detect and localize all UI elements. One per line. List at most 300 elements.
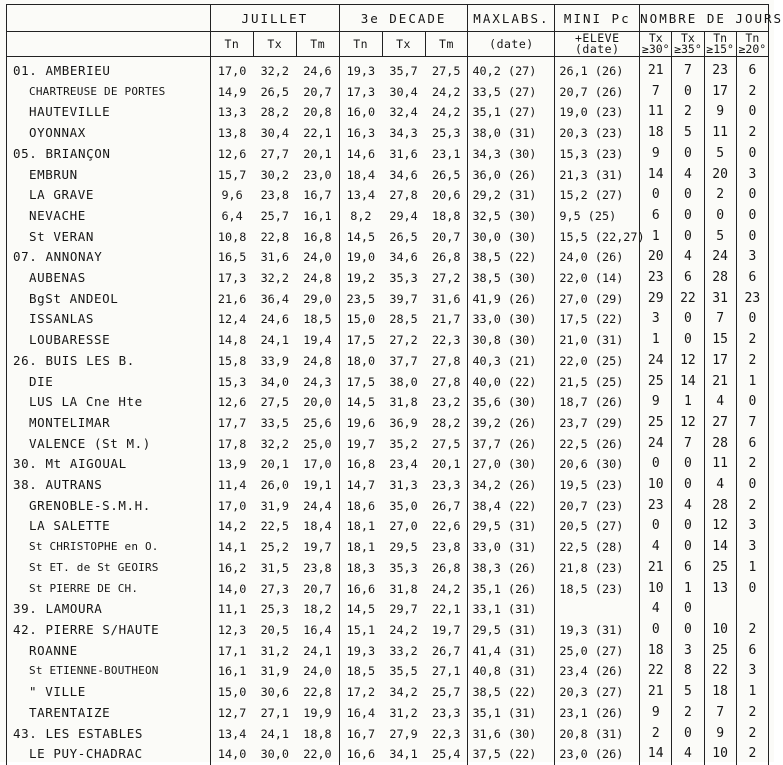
station-subheader <box>7 32 211 57</box>
juillet-header: JUILLET <box>210 5 339 32</box>
tn20-count-cell: 0 <box>736 309 768 330</box>
decade-tn-cell: 16,7 <box>339 724 382 745</box>
table-row <box>7 57 769 82</box>
tx30-count-cell: 21 <box>640 682 672 703</box>
juillet-tm-cell: 22,8 <box>296 682 339 703</box>
juillet-tm-cell: 24,6 <box>296 57 339 82</box>
tx35-count-cell: 6 <box>672 268 704 289</box>
tn20-count-cell: 0 <box>736 475 768 496</box>
tn15-count-cell: 2 <box>704 185 736 206</box>
juillet-tn-cell: 17,0 <box>210 496 253 517</box>
tn15-count-cell: 10 <box>704 620 736 641</box>
decade-tn-cell: 19,3 <box>339 57 382 82</box>
decade-tx-cell: 31,8 <box>389 395 418 410</box>
tx30-count-cell: 18 <box>640 641 672 662</box>
table-row <box>7 82 769 103</box>
juillet-tn-cell: 14,1 <box>210 537 253 558</box>
tn20-count-cell: 1 <box>736 682 768 703</box>
mini-cell: 20,3 (27) <box>555 682 640 703</box>
decade-tx-cell: 34,6 <box>389 167 418 182</box>
juillet-tx-cell: 34,0 <box>260 374 289 389</box>
tn20-count-cell: 23 <box>736 289 768 310</box>
decade-tn-cell: 16,3 <box>339 123 382 144</box>
tx30-count-cell: 9 <box>640 392 672 413</box>
decade-tx-cell: 28,5 <box>389 312 418 327</box>
table-row <box>7 330 769 351</box>
tn15-count-cell: 4 <box>704 475 736 496</box>
station-name: DIE <box>7 372 211 393</box>
decade-tn-cell: 14,5 <box>339 599 382 620</box>
tx35-var: Tx <box>681 31 695 45</box>
tn15-count-cell: 17 <box>704 82 736 103</box>
juillet-tx-cell: 24,1 <box>260 333 289 348</box>
mini-cell: 19,0 (23) <box>555 102 640 123</box>
tn15-count-cell: 27 <box>704 413 736 434</box>
mini-cell: 23,7 (29) <box>555 413 640 434</box>
tn20-count-cell: 3 <box>736 516 768 537</box>
table-row <box>7 268 769 289</box>
decade-tm-cell: 25,7 <box>425 682 468 703</box>
maxlabs-cell: 40,2 (27) <box>468 57 555 82</box>
juillet-tx-cell: 22,5 <box>260 519 289 534</box>
decade-tm-cell: 24,2 <box>425 579 468 600</box>
table-header <box>7 5 783 57</box>
juillet-tx-header: Tx <box>253 32 296 57</box>
station-name: 26. BUIS LES B. <box>7 351 211 372</box>
tx35-count-cell: 1 <box>672 579 704 600</box>
juillet-tn-cell: 11,1 <box>210 599 253 620</box>
juillet-tx-cell: 32,2 <box>260 271 289 286</box>
tx30-count-cell: 10 <box>640 579 672 600</box>
juillet-tm-cell: 17,0 <box>296 454 339 475</box>
station-name: OYONNAX <box>7 123 211 144</box>
tx35-count-cell: 0 <box>672 309 704 330</box>
tx35-count-cell: 7 <box>672 434 704 455</box>
station-name: ISSANLAS <box>7 309 211 330</box>
decade-tx-cell: 24,2 <box>389 622 418 637</box>
decade-tm-cell: 23,3 <box>425 475 468 496</box>
decade-tx-cell: 30,4 <box>389 84 418 99</box>
table-row <box>7 703 769 724</box>
juillet-tm-cell: 25,0 <box>296 434 339 455</box>
tn20-count-cell: 6 <box>736 641 768 662</box>
juillet-tn-cell: 17,1 <box>210 641 253 662</box>
juillet-tm-cell: 19,7 <box>296 537 339 558</box>
decade-tm-cell: 22,1 <box>425 599 468 620</box>
decade-tm-cell: 27,1 <box>425 661 468 682</box>
juillet-tm-cell: 22,1 <box>296 123 339 144</box>
mini-cell: 24,0 (26) <box>555 247 640 268</box>
tn20-count-cell: 0 <box>736 102 768 123</box>
maxlabs-header: MAXLABS. <box>468 5 555 32</box>
tx35-count-cell: 14 <box>672 372 704 393</box>
decade-tn-cell: 19,2 <box>339 268 382 289</box>
tx35-count-cell: 0 <box>672 82 704 103</box>
tn15-count-cell: 7 <box>704 309 736 330</box>
station-name: ROANNE <box>7 641 211 662</box>
station-name: St VERAN <box>7 227 211 248</box>
juillet-tx-cell: 25,7 <box>260 208 289 223</box>
station-name: MONTELIMAR <box>7 413 211 434</box>
tx35-threshold: ≥35° <box>674 42 702 56</box>
juillet-tn-cell: 12,6 <box>210 144 253 165</box>
decade-tx-cell: 29,5 <box>389 540 418 555</box>
tx30-count-cell: 24 <box>640 434 672 455</box>
juillet-tx-cell: 30,0 <box>260 747 289 762</box>
decade-tm-cell: 20,1 <box>425 454 468 475</box>
tx35-count-cell: 0 <box>672 144 704 165</box>
decade-tx-cell: 35,5 <box>389 664 418 679</box>
juillet-tx-cell: 25,2 <box>260 540 289 555</box>
tx30-count-cell: 20 <box>640 247 672 268</box>
tx35-count-cell: 0 <box>672 330 704 351</box>
mini-cell: 23,4 (26) <box>555 661 640 682</box>
juillet-tm-cell: 24,1 <box>296 641 339 662</box>
decade-tx-cell: 27,9 <box>389 726 418 741</box>
tn20-count-cell: 3 <box>736 537 768 558</box>
juillet-tm-cell: 20,0 <box>296 392 339 413</box>
station-name: 38. AUTRANS <box>7 475 211 496</box>
decade-tn-cell: 17,5 <box>339 330 382 351</box>
juillet-tn-cell: 12,6 <box>210 392 253 413</box>
tn15-count-cell: 9 <box>704 724 736 745</box>
mini-cell: 20,7 (26) <box>555 82 640 103</box>
table-row <box>7 661 769 682</box>
tx35-count-cell: 0 <box>672 475 704 496</box>
station-name: 39. LAMOURA <box>7 599 211 620</box>
decade-tm-cell: 23,2 <box>425 392 468 413</box>
decade-tm-cell: 26,8 <box>425 558 468 579</box>
mini-cell: 22,0 (14) <box>555 268 640 289</box>
tx35-count-cell: 0 <box>672 620 704 641</box>
table-row <box>7 620 769 641</box>
maxlabs-cell: 38,3 (26) <box>468 558 555 579</box>
juillet-tx-cell: 31,5 <box>260 560 289 575</box>
tx30-count-cell: 0 <box>640 454 672 475</box>
juillet-tn-cell: 13,3 <box>210 102 253 123</box>
mini-cell: 21,8 (23) <box>555 558 640 579</box>
maxlabs-cell: 40,8 (31) <box>468 661 555 682</box>
table-row <box>7 102 769 123</box>
maxlabs-cell: 29,2 (31) <box>468 185 555 206</box>
decade-tx-cell: 27,8 <box>389 188 418 203</box>
maxlabs-cell: 38,5 (22) <box>468 247 555 268</box>
table-row <box>7 247 769 268</box>
tn15-count-cell: 9 <box>704 102 736 123</box>
juillet-tn-cell: 17,7 <box>210 413 253 434</box>
juillet-tn-cell: 15,3 <box>210 372 253 393</box>
decade-tm-cell: 22,3 <box>425 724 468 745</box>
decade-tn-header: Tn <box>339 32 382 57</box>
tn20-count-cell: 7 <box>736 413 768 434</box>
tn15-threshold: ≥15° <box>706 42 734 56</box>
decade-tx-cell: 27,2 <box>389 333 418 348</box>
decade-tx-cell: 29,4 <box>389 208 418 223</box>
decade-tn-cell: 14,5 <box>339 392 382 413</box>
maxlabs-cell: 36,0 (26) <box>468 165 555 186</box>
juillet-tm-cell: 20,1 <box>296 144 339 165</box>
juillet-tn-cell: 14,0 <box>210 579 253 600</box>
juillet-tm-cell: 19,4 <box>296 330 339 351</box>
mini-cell: 21,3 (31) <box>555 165 640 186</box>
decade-tn-cell: 17,5 <box>339 372 382 393</box>
station-name: 43. LES ESTABLES <box>7 724 211 745</box>
tn20-count-cell: 0 <box>736 185 768 206</box>
decade-tn-cell: 15,1 <box>339 620 382 641</box>
tx35-count-cell: 4 <box>672 247 704 268</box>
decade-tm-cell: 19,7 <box>425 620 468 641</box>
tn15-count-cell: 22 <box>704 661 736 682</box>
station-name: HAUTEVILLE <box>7 102 211 123</box>
mini-cell: 27,0 (29) <box>555 289 640 310</box>
juillet-tm-cell: 18,2 <box>296 599 339 620</box>
tn15-count-cell: 15 <box>704 330 736 351</box>
tn20-count-cell: 2 <box>736 620 768 641</box>
tx35-count-cell: 0 <box>672 599 704 620</box>
decade-tx-cell: 23,4 <box>389 457 418 472</box>
juillet-tx-cell: 24,6 <box>260 312 289 327</box>
table-row <box>7 185 769 206</box>
decade-tm-cell: 18,8 <box>425 206 468 227</box>
mini-cell: 15,3 (23) <box>555 144 640 165</box>
tx35-count-cell: 12 <box>672 413 704 434</box>
table-row <box>7 351 769 372</box>
decade-tm-cell: 27,2 <box>425 268 468 289</box>
juillet-tx-cell: 31,9 <box>260 664 289 679</box>
tn20-count-cell: 2 <box>736 454 768 475</box>
maxlabs-date-header: (date) <box>468 32 555 57</box>
maxlabs-cell: 29,5 (31) <box>468 516 555 537</box>
tn15-count-cell: 12 <box>704 516 736 537</box>
decade-tx-header: Tx <box>382 32 425 57</box>
tx30-header <box>640 32 672 57</box>
tn20-header <box>736 32 768 57</box>
tx35-count-cell: 12 <box>672 351 704 372</box>
decade-tn-cell: 8,2 <box>339 206 382 227</box>
tn15-count-cell: 25 <box>704 641 736 662</box>
tx30-count-cell: 29 <box>640 289 672 310</box>
decade-tx-cell: 31,8 <box>389 581 418 596</box>
decade-tm-cell: 24,2 <box>425 82 468 103</box>
table-body <box>7 57 769 765</box>
table-row <box>7 289 769 310</box>
decade-tn-cell: 18,5 <box>339 661 382 682</box>
tx35-count-cell: 7 <box>672 57 704 82</box>
juillet-tn-cell: 17,3 <box>210 268 253 289</box>
tn15-count-cell: 5 <box>704 227 736 248</box>
tn15-count-cell: 23 <box>704 57 736 82</box>
table-row <box>7 641 769 662</box>
table-row <box>7 309 769 330</box>
decade-tm-cell: 23,3 <box>425 703 468 724</box>
juillet-tx-cell: 32,2 <box>260 436 289 451</box>
tx35-count-cell: 6 <box>672 558 704 579</box>
tn15-count-cell: 10 <box>704 744 736 765</box>
tx35-count-cell: 2 <box>672 703 704 724</box>
tx35-count-cell: 4 <box>672 496 704 517</box>
maxlabs-cell: 32,5 (30) <box>468 206 555 227</box>
decade-tm-cell: 31,6 <box>425 289 468 310</box>
decade-header: 3e DECADE <box>339 5 468 32</box>
station-name: LA GRAVE <box>7 185 211 206</box>
decade-tn-cell: 23,5 <box>339 289 382 310</box>
station-name: BgSt ANDEOL <box>7 289 211 310</box>
station-name: EMBRUN <box>7 165 211 186</box>
tn20-count-cell: 6 <box>736 57 768 82</box>
tn20-count-cell: 0 <box>736 144 768 165</box>
station-name: LOUBARESSE <box>7 330 211 351</box>
tn15-count-cell: 31 <box>704 289 736 310</box>
tn15-count-cell: 24 <box>704 247 736 268</box>
table-row <box>7 558 769 579</box>
decade-tn-cell: 14,5 <box>339 227 382 248</box>
maxlabs-cell: 31,6 (30) <box>468 724 555 745</box>
juillet-tx-cell: 22,8 <box>260 229 289 244</box>
tn15-count-cell: 20 <box>704 165 736 186</box>
tx35-count-cell: 0 <box>672 227 704 248</box>
tx30-count-cell: 4 <box>640 599 672 620</box>
mini-cell: 22,0 (25) <box>555 351 640 372</box>
maxlabs-cell: 38,0 (31) <box>468 123 555 144</box>
decade-tm-cell: 27,8 <box>425 351 468 372</box>
decade-tn-cell: 18,1 <box>339 537 382 558</box>
decade-tn-cell: 16,6 <box>339 744 382 765</box>
decade-tx-cell: 29,7 <box>389 602 418 617</box>
tx30-count-cell: 14 <box>640 165 672 186</box>
maxlabs-cell: 35,1 (27) <box>468 102 555 123</box>
juillet-tx-cell: 28,2 <box>260 105 289 120</box>
station-name: 42. PIERRE S/HAUTE <box>7 620 211 641</box>
maxlabs-cell: 30,0 (30) <box>468 227 555 248</box>
tx30-count-cell: 21 <box>640 57 672 82</box>
decade-tm-cell: 27,5 <box>425 57 468 82</box>
mini-cell: 20,3 (23) <box>555 123 640 144</box>
decade-tx-cell: 31,3 <box>389 478 418 493</box>
tx35-count-cell: 0 <box>672 454 704 475</box>
tn20-count-cell: 6 <box>736 268 768 289</box>
tn20-count-cell: 2 <box>736 703 768 724</box>
tx35-count-cell: 22 <box>672 289 704 310</box>
tn20-count-cell: 2 <box>736 496 768 517</box>
tx30-count-cell: 18 <box>640 123 672 144</box>
decade-tn-cell: 18,1 <box>339 516 382 537</box>
nombre-jours-header: NOMBRE DE JOURS <box>640 5 769 32</box>
mini-cell: 26,1 (26) <box>555 57 640 82</box>
decade-tn-cell: 18,3 <box>339 558 382 579</box>
tn15-count-cell: 28 <box>704 434 736 455</box>
station-name: AUBENAS <box>7 268 211 289</box>
juillet-tm-cell: 16,1 <box>296 206 339 227</box>
table-row <box>7 206 769 227</box>
decade-tx-cell: 35,2 <box>389 436 418 451</box>
decade-tm-cell: 20,7 <box>425 227 468 248</box>
juillet-tm-cell: 19,9 <box>296 703 339 724</box>
juillet-tx-cell: 31,9 <box>260 498 289 513</box>
decade-tx-cell: 31,6 <box>389 146 418 161</box>
juillet-tm-cell: 23,0 <box>296 165 339 186</box>
juillet-tx-cell: 26,5 <box>260 84 289 99</box>
juillet-tx-cell: 31,2 <box>260 643 289 658</box>
juillet-tx-cell: 27,7 <box>260 146 289 161</box>
tx30-count-cell: 0 <box>640 185 672 206</box>
station-name: St CHRISTOPHE en O. <box>7 537 211 558</box>
juillet-tn-cell: 16,5 <box>210 247 253 268</box>
juillet-tx-cell: 27,1 <box>260 705 289 720</box>
decade-tn-cell: 14,7 <box>339 475 382 496</box>
tx30-count-cell: 21 <box>640 558 672 579</box>
juillet-tn-cell: 17,0 <box>210 57 253 82</box>
juillet-tn-cell: 14,2 <box>210 516 253 537</box>
tn20-count-cell: 1 <box>736 372 768 393</box>
tn20-count-cell: 2 <box>736 330 768 351</box>
juillet-tx-cell: 30,2 <box>260 167 289 182</box>
tn20-count-cell: 0 <box>736 206 768 227</box>
maxlabs-cell: 37,7 (26) <box>468 434 555 455</box>
tx35-count-cell: 0 <box>672 537 704 558</box>
decade-tx-cell: 34,2 <box>389 685 418 700</box>
juillet-tn-cell: 16,1 <box>210 661 253 682</box>
decade-tm-cell: 21,7 <box>425 309 468 330</box>
tn15-count-cell: 14 <box>704 537 736 558</box>
tx30-count-cell: 25 <box>640 413 672 434</box>
maxlabs-cell: 40,3 (21) <box>468 351 555 372</box>
station-name: 30. Mt AIGOUAL <box>7 454 211 475</box>
decade-tx-cell: 31,2 <box>389 705 418 720</box>
table-row <box>7 682 769 703</box>
station-name: TARENTAIZE <box>7 703 211 724</box>
mini-cell: 20,8 (31) <box>555 724 640 745</box>
tn20-count-cell: 3 <box>736 165 768 186</box>
decade-tm-cell: 25,3 <box>425 123 468 144</box>
tx30-count-cell: 3 <box>640 309 672 330</box>
juillet-tx-cell: 30,6 <box>260 685 289 700</box>
juillet-tm-cell: 24,4 <box>296 496 339 517</box>
table-row <box>7 227 769 248</box>
decade-tm-cell: 26,5 <box>425 165 468 186</box>
decade-tm-cell: 22,6 <box>425 516 468 537</box>
juillet-tm-cell: 20,7 <box>296 82 339 103</box>
tx30-count-cell: 24 <box>640 351 672 372</box>
decade-tx-cell: 39,7 <box>389 291 418 306</box>
tx30-count-cell: 22 <box>640 661 672 682</box>
tn20-count-cell: 2 <box>736 82 768 103</box>
station-name: 01. AMBERIEU <box>7 57 211 82</box>
tx35-count-cell: 5 <box>672 682 704 703</box>
juillet-tm-cell: 16,7 <box>296 185 339 206</box>
tx30-threshold: ≥30° <box>641 42 670 56</box>
maxlabs-cell: 35,1 (26) <box>468 579 555 600</box>
tx35-count-cell: 5 <box>672 123 704 144</box>
table-row <box>7 537 769 558</box>
tx35-count-cell: 2 <box>672 102 704 123</box>
decade-tn-cell: 13,4 <box>339 185 382 206</box>
decade-tx-cell: 26,5 <box>389 229 418 244</box>
juillet-tx-cell: 24,1 <box>260 726 289 741</box>
decade-tn-cell: 18,6 <box>339 496 382 517</box>
tn15-count-cell: 7 <box>704 703 736 724</box>
tx35-count-cell: 4 <box>672 165 704 186</box>
tx30-count-cell: 14 <box>640 744 672 765</box>
table-row <box>7 372 769 393</box>
decade-tm-cell: 23,8 <box>425 537 468 558</box>
tx30-count-cell: 0 <box>640 516 672 537</box>
mini-eleve-label: +ELEVE <box>574 31 620 45</box>
tx35-count-cell: 1 <box>672 392 704 413</box>
juillet-tx-cell: 20,1 <box>260 457 289 472</box>
juillet-tm-cell: 24,0 <box>296 661 339 682</box>
table-row <box>7 579 769 600</box>
tn20-count-cell: 1 <box>736 558 768 579</box>
